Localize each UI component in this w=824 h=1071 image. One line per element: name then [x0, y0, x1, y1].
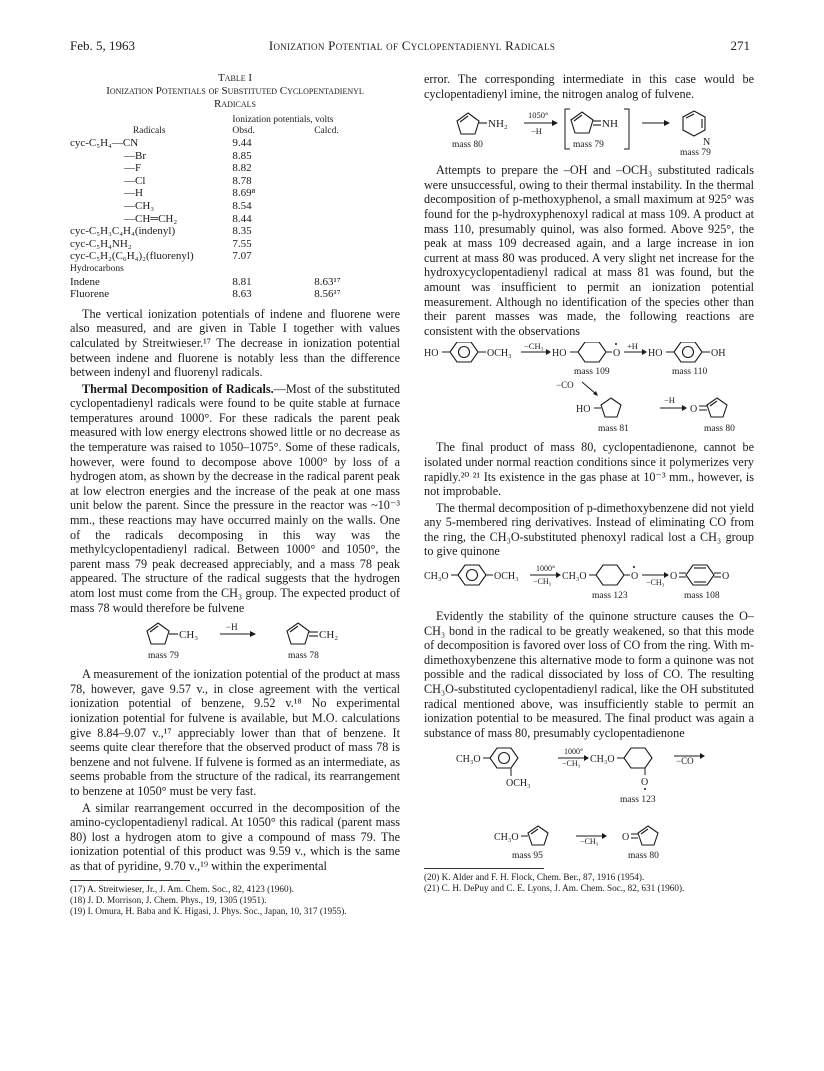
pyridine-ring	[683, 111, 705, 136]
table-cell-calculated	[314, 238, 400, 251]
footnote: (17) A. Streitwieser, Jr., J. Am. Chem. Soc., 82, 4123 (1960).	[70, 883, 294, 894]
group-label: CH₃O	[494, 832, 519, 844]
group-label: O	[613, 348, 621, 360]
table-cell-observed: 8.85	[232, 149, 252, 162]
table-cell-observed: 8.82	[232, 162, 252, 175]
table-cell-calculated	[314, 150, 400, 163]
group-label: HO	[552, 348, 567, 360]
fulvene-ring	[287, 623, 309, 644]
group-label: CH₃O	[456, 754, 481, 766]
arrow-condition: 1050°	[528, 110, 549, 121]
paragraph-text: —Most of the substituted cyclopentadienyl radicals were found to be quite stable at furnace temperatures around 1000°. For these radicals the parent peak measured with low energy electrons showed little or no decrease as the temperature was raised to 1050–1075°. Some of these radicals, however, were found to decompose above 1000° by loss of a hydrogen atom, as shown by the decrease in the radical parent peak at low electron energies and the increase of the peak at one mass unit below the parent. Since the pressure in the reactor was ~10⁻³ mm., these reactions may have occurred mainly on the walls. One of the radicals decomposing in this way was the methylcyclopentadienyl radical. Between 1000° and 1050°, the parent mass 79 peak decreased appreciably, and a mass 78 peak appeared. The structure of the radical suggests that the hydrogen atom lost must come from the CH₃ group. The expected product of mass 78 would therefore be fulvene	[70, 381, 401, 615]
section-heading: Thermal Decomposition of Radicals.	[82, 381, 274, 396]
table-cell-calculated	[314, 175, 400, 188]
table-subheader-hydrocarbons: Hydrocarbons	[70, 263, 124, 274]
arrow-condition: 1000°	[536, 564, 556, 574]
arrow-condition: −CH₃	[646, 578, 665, 588]
arrow-condition: +H	[627, 342, 638, 352]
quinone-ring	[686, 565, 714, 585]
group-label: O	[690, 404, 698, 416]
methoxycyclopentadienyl-ring	[528, 826, 548, 845]
scheme-methoxyphenol	[424, 342, 754, 434]
mass-label: mass 80	[452, 140, 483, 151]
table-row	[70, 250, 400, 263]
table-cell-observed: 8.69⁸	[232, 187, 256, 200]
table-cell-calculated: 8.56¹⁷	[314, 288, 341, 301]
table-cell-radical: cyc-C₅H₃C₄H₄(indenyl)	[70, 225, 176, 238]
table-cell-radical: Fluorene	[70, 288, 110, 301]
cyclopentadienone-ring	[707, 398, 727, 417]
table-row	[70, 137, 400, 150]
paragraph: A similar rearrangement occurred in the decomposition of the amino-cyclopentadienyl radical. At 1050° this radical (parent mass 80) lost a hydrogen atom to give a compound of mass 79. The ionization potential of this product was 9.59 v., which is the same as that of pyridine, 9.70 v.,¹⁹ within the experimental	[70, 800, 400, 873]
table-cell-calculated	[314, 213, 400, 226]
table-cell-observed: 7.07	[232, 250, 252, 263]
table-row	[70, 225, 400, 238]
table-cell-radical: —Cl	[124, 174, 146, 187]
paragraph: The thermal decomposition of p-dimethoxybenzene did not yield any 5-membered ring derivatives. Instead of eliminating CO from the ring, the CH₃O-substituted phenoxyl radical lost a CH₃ group to give quinone	[424, 500, 754, 559]
page-number: 271	[730, 38, 750, 53]
paragraph: The vertical ionization potentials of indene and fluorene were also measured, and are given in Table I together with values calculated by Streitwieser.¹⁷ The decrease in ionization potential between indene and fluorene is notably less than the difference between indenyl and fluorenyl radicals.	[70, 306, 400, 380]
footnote: (21) C. H. DePuy and C. E. Lyons, J. Am. Chem. Soc., 82, 631 (1960).	[424, 883, 685, 894]
substituent-label: NH₂	[488, 118, 508, 131]
mass-label: mass 123	[592, 591, 628, 602]
scheme-fulvene	[70, 619, 400, 661]
paragraph: A measurement of the ionization potential of the product at mass 78, however, gave 9.57 v., in close agreement with the vertical ionization potential of benzene, 9.52 v.¹⁸ No experimental ionization potential for fulvene is available, but M.O. calculations give 8.84–9.07 v.,¹⁷ appreciably lower than that of benzene. It seems quite clear therefore that the observed product of mass 78 is benzene and not fulvene. If fulvene is formed as an intermediate, as seems probable from the structure of the radical, its rearrangement to benzene at 1050° must be very fast.	[70, 667, 400, 798]
table-label: Table I	[217, 72, 253, 84]
table-row	[70, 288, 400, 301]
group-label: HO	[424, 348, 439, 360]
table-cell-observed: 8.63	[232, 288, 252, 301]
paragraph: The final product of mass 80, cyclopentadienone, cannot be isolated under normal reaction conditions since it polymerizes very rapidly.²⁰ ²¹ Its existence in the gas phase at 10⁻³ mm., however, is not improbable.	[424, 440, 754, 499]
phenoxyl-ring	[624, 748, 652, 768]
header-title: Ionization Potential of Cyclopentadienyl Radicals	[268, 38, 556, 53]
paragraph: Attempts to prepare the –OH and –OCH₃ substituted radicals were unsuccessful, owing to their thermal instability. In the thermal decomposition of p-methoxyphenol, a small maximum at 925° was found for the p-hydroxyphenoxyl radical at mass 109. A product at mass 110, presumably quinol, was also formed. Above 925°, the peak at mass 109 decreased again, and a large increase in ion current at mass 80 was produced. A very slight net increase for the hydroxycyclopentadienyl radical at mass 81 was found, but the amount was insufficient to permit an ionization potential measurement. Although no identification of the species other than their parent masses was made, the following reactions are consistent with the observations	[424, 163, 754, 338]
substituent-label: NH	[602, 118, 618, 131]
hydroxycyclopentadienyl-ring	[601, 398, 621, 417]
col-header-radicals: Radicals	[132, 126, 166, 136]
mass-label: mass 79	[148, 651, 179, 662]
scheme-imine	[424, 105, 754, 157]
benzene-ring	[458, 565, 486, 585]
substituent-label: CH₃	[179, 629, 199, 642]
table-cell-observed: 8.35	[232, 225, 252, 238]
table-cell-radical: —CH₃	[124, 199, 155, 212]
table-title-line1: Ionization Potentials of Substituted Cyclopentadienyl	[106, 85, 364, 97]
table-cell-radical: —H	[124, 187, 143, 200]
table-row	[70, 162, 400, 175]
table-row	[70, 238, 400, 251]
footnote-rule	[70, 880, 190, 881]
table-cell-calculated	[314, 162, 400, 175]
table-cell-radical: cyc-C₅H₄—CN	[70, 137, 139, 149]
mass-label: mass 108	[684, 591, 720, 602]
table-cell-observed: 8.54	[232, 199, 252, 212]
mass-label: mass 109	[574, 367, 610, 378]
cyclopentadienone-ring	[638, 826, 658, 845]
table-row	[70, 200, 400, 213]
group-label: O	[722, 571, 730, 583]
group-label: CH₃O	[562, 571, 587, 583]
arrow-condition: −H	[531, 126, 542, 137]
mass-label: mass 80	[704, 424, 735, 435]
arrow-condition: −CH₃	[533, 577, 552, 587]
substituent-label: CH₂	[319, 629, 339, 642]
table-cell-calculated: 8.63¹⁷	[314, 275, 341, 288]
table-cell-calculated	[314, 250, 400, 263]
left-column	[70, 72, 400, 917]
group-label: O	[622, 832, 630, 844]
phenoxyl-ring	[578, 342, 606, 362]
ionization-table	[70, 115, 400, 301]
table-cell-observed: 8.78	[232, 174, 252, 187]
table-cell-calculated	[314, 200, 400, 213]
paragraph: error. The corresponding intermediate in this case would be cyclopentadienyl imine, the nitrogen analog of fulvene.	[424, 72, 754, 101]
group-label: OCH₃	[494, 571, 519, 583]
group-label: OCH₃	[506, 778, 531, 790]
table-caption	[70, 72, 400, 111]
col-header-calcd: Calcd.	[314, 126, 339, 136]
col-header-obsd: Obsd.	[232, 126, 255, 136]
arrow-condition: −CH₃	[524, 342, 544, 352]
right-column	[424, 72, 754, 894]
nitrogen-label: N	[703, 137, 711, 149]
table-row	[70, 187, 400, 200]
benzene-ring	[450, 342, 478, 362]
phenoxyl-ring	[596, 565, 624, 585]
table-row	[70, 175, 400, 188]
table-cell-radical: —F	[124, 162, 142, 175]
table-row	[70, 213, 400, 226]
group-label: OCH₃	[487, 348, 512, 360]
imine-ring	[571, 112, 593, 133]
table-cell-observed: 9.44	[232, 137, 252, 149]
arrow-condition: −CH₃	[562, 759, 581, 769]
table-cell-calculated	[314, 187, 400, 200]
footnote: (18) J. D. Morrison, J. Chem. Phys., 19, 1305 (1951).	[70, 894, 267, 905]
mass-label: mass 110	[672, 367, 708, 378]
mass-label: mass 80	[628, 851, 659, 862]
table-cell-radical: Indene	[70, 275, 100, 288]
mass-label: mass 78	[288, 651, 319, 662]
table-title-line2: Radicals	[213, 98, 256, 110]
footnote: (19) I. Omura, H. Baba and K. Higasi, J. Phys. Soc., Japan, 10, 317 (1955).	[70, 905, 347, 916]
arrow-condition: 1000°	[564, 747, 584, 757]
table-cell-radical: cyc-C₅H₂(C₆H₄)₂(fluorenyl)	[70, 250, 194, 263]
table-cell-radical: cyc-C₅H₄NH₂	[70, 237, 132, 250]
table-cell-calculated	[314, 137, 400, 150]
quinol-ring	[674, 342, 702, 362]
table-cell-observed: 7.55	[232, 237, 252, 250]
table-row	[70, 276, 400, 289]
arrow-condition: −CH₃	[580, 837, 599, 847]
table-cell-radical: —CH═CH₂	[124, 212, 178, 225]
mass-label: mass 79	[680, 148, 711, 158]
table-cell-observed: 8.81	[232, 275, 252, 288]
group-label: O	[631, 571, 639, 583]
paragraph: Evidently the stability of the quinone structure causes the O–CH₃ bond in the radical to be greatly weakened, so that this mode of decomposition is favored over loss of CO from the ring. With m-dimethoxybenzene this alternative mode to form a quinone was not possible and the radical dissociated by loss of CO. The resulting CH₃O-substituted cyclopentadienyl radical, like the OH substituted radical mentioned above, was insufficiently stable to permit an ionization potential to be measured. The final product was again a substance of mass 80, presumably cyclopentadienone	[424, 609, 754, 740]
table-cell-radical: —Br	[124, 149, 146, 162]
group-label: CH₃O	[424, 571, 449, 583]
table-row	[70, 150, 400, 163]
cyclopentadiene-ring	[147, 623, 169, 644]
mass-label: mass 81	[598, 424, 629, 435]
mass-label: mass 95	[512, 851, 543, 862]
arrow-condition: −CO	[556, 380, 574, 391]
arrow-label: −H	[226, 622, 238, 633]
group-label: O	[641, 777, 649, 789]
scheme-m-dimethoxybenzene	[424, 744, 754, 862]
group-label: CH₃O	[590, 754, 615, 766]
mass-label: mass 123	[620, 795, 656, 806]
footnote-rule	[424, 868, 544, 869]
group-label: HO	[576, 404, 591, 416]
arrow-condition: −H	[664, 395, 675, 406]
mass-label: mass 79	[573, 140, 604, 151]
table-group-header: Ionization potentials, volts	[232, 115, 334, 125]
group-label: OH	[711, 348, 726, 360]
paragraph	[70, 382, 400, 616]
table-cell-calculated	[314, 225, 400, 238]
benzene-ring	[490, 748, 518, 768]
arrow-condition: −CO	[676, 756, 694, 767]
footnote: (20) K. Alder and F. H. Flock, Chem. Ber., 87, 1916 (1954).	[424, 872, 645, 883]
cyclopentadiene-ring	[457, 113, 479, 134]
group-label: O	[670, 571, 678, 583]
header-date: Feb. 5, 1963	[70, 38, 135, 53]
table-cell-observed: 8.44	[232, 212, 252, 225]
group-label: HO	[648, 348, 663, 360]
scheme-dimethoxybenzene	[424, 563, 754, 603]
